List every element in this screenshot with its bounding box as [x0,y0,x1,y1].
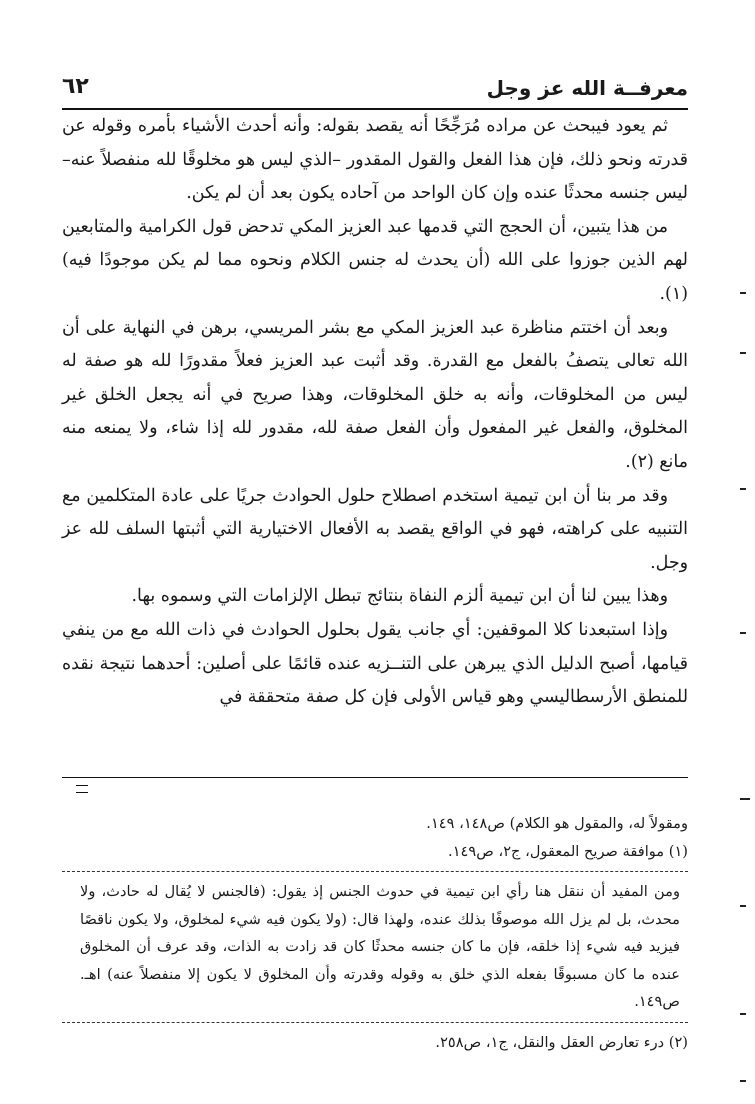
footnote-separator [62,777,688,778]
paragraph: وبعد أن اختتم مناظرة عبد العزيز المكي مع بشر المريسي، برهن في النهاية على أن الله تعالى يتصفُ بالفعل مع القدرة. وقد أثبت عبد العزيز فعلاً مقدورًا لله هو صفة له ليس من المخلوقات، وأنه به خلق المخلوقات، وهذا صريح في أنه يجعل الخلق غير المخلوق، والفعل غير المفعول وأن الفعل صفة لله، مقدور لله إذا شاء، ولا يمنعه منه مانع (٢). [62,317,689,472]
margin-mark [740,1080,746,1082]
footnote-divider [62,1022,688,1023]
footnote-divider [62,871,688,872]
margin-mark [740,1013,746,1015]
header-title: معرفــة الله عز وجل [486,76,688,100]
footnote-1-commentary: ومن المفيد أن ننقل هنا رأي ابن تيمية في حدوث الجنس إذ يقول: (فالجنس لا يُقال له حادث، ولا محدث، بل لم يزل الله موصوفًا بذلك عنده، ولهذا قال: (ولا يكون فيه شيء لمخلوق، ولا يكون ناقصًا فيزيد فيه شيء إذا خلقه، فإن ما كان جنسه محدثًا كان قد زادت به الذات، وقد عرف أن المخلوق عنده ما كان مسبوقًا بفعله الذي خلق به وقوله وقدرته وأن المخلوق لا يكون إلا منفصلاً عنه) اهـ. ص١٤٩. [80,883,680,1010]
footnote-2: (٢) درء تعارض العقل والنقل، ج١، ص٢٥٨. [435,1033,688,1051]
main-text [62,110,688,715]
footnote-continuation: ومقولاً له، والمقول هو الكلام) ص١٤٨، ١٤٩. [426,815,688,832]
paragraph: وإذا استبعدنا كلا الموقفين: أي جانب يقول بحلول الحوادث في ذات الله مع من ينفي قيامها، أصبح الدليل الذي يبرهن على التنــزيه عنده قائمًا على أصلين: أحدهما نتيجة نقده للمنطق الأرسطاليسي وهو قياس الأولى فإن كل صفة متحققة في [62,619,688,708]
margin-mark [740,292,746,294]
footnotes [62,810,688,1056]
margin-mark [740,352,746,354]
running-header [62,74,688,110]
margin-mark [740,798,750,800]
paragraph: ثم يعود فيبحث عن مراده مُرَجِّحًا أنه يقصد بقوله: وأنه أحدث الأشياء بأمره وقوله عن قدرته ونحو ذلك، فإن هذا الفعل والقول المقدور –الذي ليس هو مخلوقًا لله منفصلاً عنه– ليس جنسه محدثًا عنده وإن كان الواحد من آحاده يكون بعد أن لم يكن. [62,116,688,204]
margin-mark [740,632,746,634]
paragraph: وقد مر بنا أن ابن تيمية استخدم اصطلاح حلول الحوادث جريًا على عادة المتكلمين مع التنبيه على كراهته، فهو في الواقع يقصد به الأفعال الاختيارية التي أثبتها السلف لله عز وجل. [62,485,688,573]
continuation-mark [76,785,88,793]
page-number: ٦٢ [62,74,89,99]
footnote-1: (١) موافقة صريح المعقول، ج٢، ص١٤٩. [448,842,688,860]
paragraph: من هذا يتبين، أن الحجج التي قدمها عبد العزيز المكي تدحض قول الكرامية والمتابعين لهم الذين جوزوا على الله (أن يحدث له جنس الكلام ونحوه مما لم يكن موجودًا فيه) (١). [62,216,688,304]
margin-mark [740,905,746,907]
margin-mark [740,488,746,490]
paragraph: وهذا يبين لنا أن ابن تيمية ألزم النفاة بنتائج تبطل الإلزامات التي وسموه بها. [131,586,668,607]
